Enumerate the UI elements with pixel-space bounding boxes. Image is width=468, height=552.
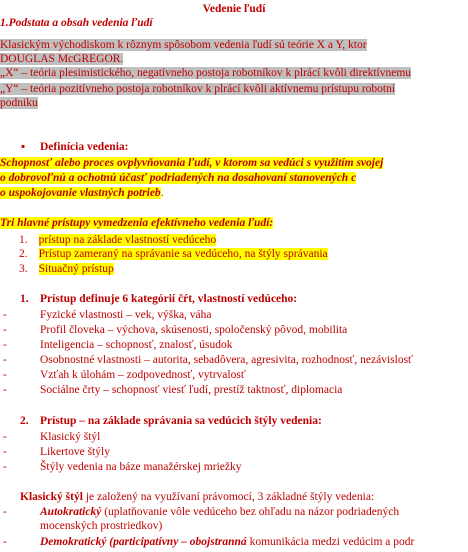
dash-bullet: - <box>3 354 7 366</box>
approach1-list-item <box>0 383 468 397</box>
approach2-number: 2. <box>20 415 29 427</box>
autocratic-rest: (uplatňovanie vôle vedúceho bez ohľadu na názor podriadených <box>101 506 400 518</box>
approach2-list-item <box>0 460 468 474</box>
dash-bullet: - <box>3 324 7 336</box>
dash-bullet: - <box>3 461 7 473</box>
grey-paragraph-line-1 <box>0 38 367 52</box>
section-heading-podstata: 1.Podstata a obsah vedenia ľudí <box>0 17 153 29</box>
approach1-list-item <box>0 368 468 382</box>
definition-text: Schopnosť alebo proces ovplyvňovania ľudí, v ktorom sa vedúci s využitím svojej <box>0 157 384 169</box>
approach2-list-item <box>0 445 468 459</box>
list-item-text: Štýly vedenia na báze manažérskej mriežky <box>40 461 242 473</box>
approaches-heading <box>0 216 273 230</box>
approach-item-text: prístup na základe vlastností vedúceho <box>38 234 217 246</box>
dash-bullet: - <box>3 431 7 443</box>
grey-text: DOUGLAS McGREGOR. <box>0 53 124 65</box>
dash-bullet: - <box>3 384 7 396</box>
democratic-text <box>40 535 414 549</box>
definition-line-1 <box>0 156 468 170</box>
list-item-text: Fyzické vlastnosti – vek, výška, váha <box>40 309 212 321</box>
approach1-list-item <box>0 353 468 367</box>
approach-item-text: Situačný prístup <box>38 263 114 275</box>
approach-item-text: Prístup zameraný na správanie sa vedúceho, na štýly správania <box>38 248 328 260</box>
approach1-number: 1. <box>20 293 29 305</box>
approach-item-number: 2. <box>19 248 28 260</box>
approach-item-3 <box>19 262 114 276</box>
approaches-heading-text: Tri hlavné prístupy vymedzenia efektívneho vedenia ľudí: <box>0 217 274 229</box>
autocratic-text <box>40 505 399 519</box>
grey-paragraph-line-4 <box>0 82 395 96</box>
classic-style-term: Klasický štýl <box>20 491 83 503</box>
dash-bullet: - <box>3 446 7 458</box>
classic-style-rest: je založený na využívaní právomocí, 3 základné štýly vedenia: <box>82 491 375 503</box>
list-item-text: Klasický štýl <box>40 431 101 443</box>
list-item-text: Vzťah k úlohám – zodpovednosť, vytrvalosť <box>40 369 246 381</box>
page-title: Vedenie ľudí <box>202 3 266 15</box>
definition-text: o uspokojovanie vlastných potrieb <box>0 187 161 199</box>
definition-line-2 <box>0 171 356 185</box>
approach2-list-item <box>0 430 468 444</box>
democratic-term: Demokratický (participatívny – obojstranná <box>40 536 247 548</box>
grey-paragraph-line-3 <box>0 66 411 80</box>
grey-text: „X“ – teória plesimistického, negatívneho postoja robotníkov k plrácí kvôli direktívnemu <box>0 67 412 79</box>
list-item-text: Likertove štýly <box>40 446 110 458</box>
approach1-heading: Prístup definuje 6 kategórií čŕt, vlastností vedúceho: <box>40 293 298 305</box>
list-item-text: Osobnostné vlastnosti – autorita, sebadôvera, agresivita, rozhodnosť, nezávislosť <box>40 354 413 366</box>
definition-line-3 <box>0 186 164 200</box>
grey-paragraph-line-5 <box>0 96 38 110</box>
approach-item-number: 1. <box>19 234 28 246</box>
grey-text: podniku <box>0 97 38 109</box>
dash-bullet: - <box>3 309 7 321</box>
list-item-text: Profil človeka – výchova, skúsenosti, spoločenský pôvod, mobilita <box>40 324 348 336</box>
autocratic-continuation: mocenských prostriedkov) <box>40 520 163 532</box>
approach-item-number: 3. <box>19 263 28 275</box>
definition-bullet-symbol: ▪ <box>21 141 26 153</box>
dash-bullet: - <box>3 369 7 381</box>
approach-item-2 <box>19 247 328 261</box>
definition-end-punct: . <box>160 187 164 199</box>
grey-text: „Y“ – teória pozitívneho postoja robotníkov k plrácí kvôli aktívnemu prístupu robotní <box>0 83 396 95</box>
definition-heading: Definícia vedenia: <box>40 141 129 153</box>
definition-text: o dobrovoľnú a ochotnú účasť podriadených na dosahovaní stanovených c <box>0 172 357 184</box>
classic-style-intro <box>20 490 374 504</box>
approach1-list-item <box>0 323 468 337</box>
approach1-list-item <box>0 308 468 322</box>
dash-bullet: - <box>3 536 7 548</box>
democratic-rest: komunikácia medzi vedúcim a podr <box>246 536 415 548</box>
grey-paragraph-line-2 <box>0 52 123 66</box>
classic-list-item-democratic <box>0 535 468 549</box>
list-item-text: Sociálne črty – schopnosť viesť ľudí, prestíž taktnosť, diplomacia <box>40 384 343 396</box>
approach2-heading: Prístup – na základe správania sa vedúcich štýly vedenia: <box>40 415 322 427</box>
grey-text: Klasickým východiskom k rôznym spôsobom vedenia ľudí sú teórie X a Y, ktor <box>0 39 367 51</box>
dash-bullet: - <box>3 339 7 351</box>
approach-item-1 <box>19 233 216 247</box>
classic-list-item-autocratic <box>0 505 468 519</box>
list-item-text: Inteligencia – schopnosť, znalosť, úsudok <box>40 339 233 351</box>
approach1-list-item <box>0 338 468 352</box>
autocratic-term: Autokratický <box>40 506 102 518</box>
dash-bullet: - <box>3 506 7 518</box>
